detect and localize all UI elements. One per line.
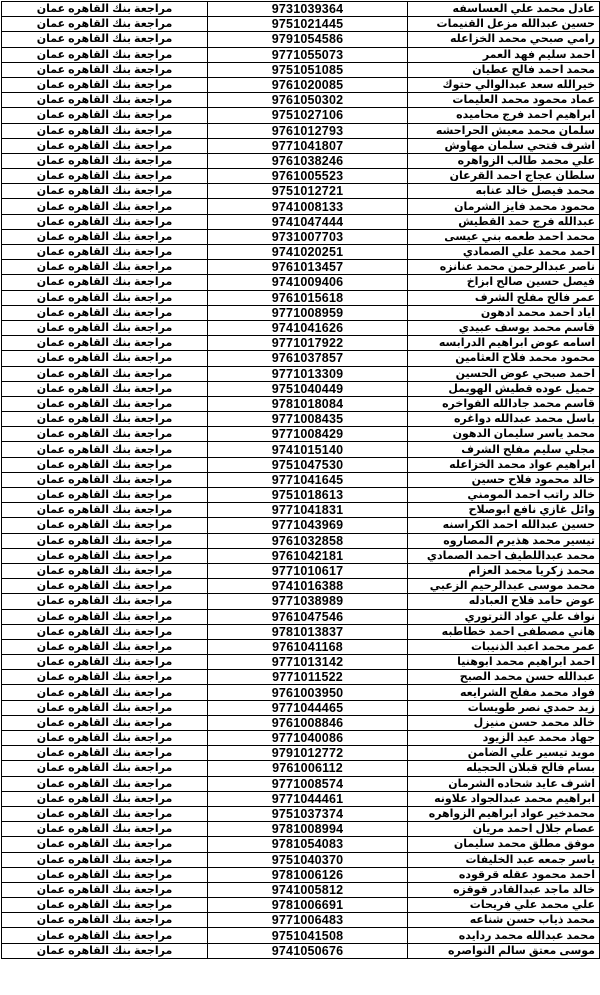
table-row: [2, 548, 600, 563]
name-cell: خالد محمود فلاح حسين: [408, 472, 600, 487]
note-cell: مراجعة بنك القاهره عمان: [2, 457, 208, 472]
number-cell: 9781018084: [208, 396, 408, 411]
name-cell: هاني مصطفى احمد خطاطبه: [408, 624, 600, 639]
number-cell: 9761003950: [208, 685, 408, 700]
table-row: [2, 655, 600, 670]
note-cell: مراجعة بنك القاهره عمان: [2, 62, 208, 77]
number-cell: 9741008133: [208, 199, 408, 214]
table-row: [2, 731, 600, 746]
name-cell: ياسر جمعه عبد الخليفات: [408, 852, 600, 867]
table-row: [2, 928, 600, 943]
note-cell: مراجعة بنك القاهره عمان: [2, 77, 208, 92]
number-cell: 9771055073: [208, 47, 408, 62]
table-row: [2, 17, 600, 32]
name-cell: باسل محمد عبدالله دواغره: [408, 412, 600, 427]
note-cell: مراجعة بنك القاهره عمان: [2, 670, 208, 685]
note-cell: مراجعة بنك القاهره عمان: [2, 47, 208, 62]
name-cell: احمد ابراهيم محمد ابوهنيا: [408, 655, 600, 670]
number-cell: 9761015618: [208, 290, 408, 305]
table-row: [2, 882, 600, 897]
name-cell: خالد ماجد عبدالقادر قوقزه: [408, 882, 600, 897]
number-cell: 9771044461: [208, 791, 408, 806]
name-cell: بسام فالح قبلان الحجيله: [408, 761, 600, 776]
note-cell: مراجعة بنك القاهره عمان: [2, 184, 208, 199]
note-cell: مراجعة بنك القاهره عمان: [2, 852, 208, 867]
table-row: [2, 746, 600, 761]
note-cell: مراجعة بنك القاهره عمان: [2, 169, 208, 184]
name-cell: حسين عبدالله مزعل القنيمات: [408, 17, 600, 32]
table-body: [2, 2, 600, 959]
number-cell: 9751041508: [208, 928, 408, 943]
table-row: [2, 472, 600, 487]
number-cell: 9791054586: [208, 32, 408, 47]
name-cell: اياد احمد محمد ادهون: [408, 305, 600, 320]
note-cell: مراجعة بنك القاهره عمان: [2, 776, 208, 791]
table-row: [2, 336, 600, 351]
note-cell: مراجعة بنك القاهره عمان: [2, 882, 208, 897]
note-cell: مراجعة بنك القاهره عمان: [2, 731, 208, 746]
number-cell: 9741050676: [208, 943, 408, 958]
name-cell: محمد زكريا محمد العزام: [408, 563, 600, 578]
name-cell: نواف علي عواد الترتوري: [408, 609, 600, 624]
number-cell: 9761038246: [208, 153, 408, 168]
name-cell: علي محمد علي فريحات: [408, 898, 600, 913]
note-cell: مراجعة بنك القاهره عمان: [2, 913, 208, 928]
table-row: [2, 837, 600, 852]
name-cell: مجلي سليم مفلح الشرف: [408, 442, 600, 457]
name-cell: عادل محمد علي العساسفه: [408, 2, 600, 17]
number-cell: 9791012772: [208, 746, 408, 761]
number-cell: 9771038989: [208, 594, 408, 609]
number-cell: 9761042181: [208, 548, 408, 563]
number-cell: 9771041645: [208, 472, 408, 487]
note-cell: مراجعة بنك القاهره عمان: [2, 396, 208, 411]
note-cell: مراجعة بنك القاهره عمان: [2, 472, 208, 487]
name-cell: احمد محمد علي الصمادي: [408, 245, 600, 260]
name-cell: عبدالله حسن محمد الصبح: [408, 670, 600, 685]
note-cell: مراجعة بنك القاهره عمان: [2, 639, 208, 654]
name-cell: مويد تيسير علي الضامن: [408, 746, 600, 761]
name-cell: محمد فيصل خالد عنابه: [408, 184, 600, 199]
note-cell: مراجعة بنك القاهره عمان: [2, 685, 208, 700]
number-cell: 9771011522: [208, 670, 408, 685]
table-row: [2, 518, 600, 533]
name-cell: جهاد محمد عيد الزيود: [408, 731, 600, 746]
note-cell: مراجعة بنك القاهره عمان: [2, 791, 208, 806]
name-cell: احمد محمود عقله قرقوده: [408, 867, 600, 882]
name-cell: خالد راتب احمد المومني: [408, 488, 600, 503]
name-cell: ابراهيم عواد محمد الخزاعله: [408, 457, 600, 472]
name-cell: محمد احمد طعمه بني عيسى: [408, 229, 600, 244]
name-cell: محمد عبداللطيف احمد الصمادي: [408, 548, 600, 563]
number-cell: 9781006691: [208, 898, 408, 913]
number-cell: 9751018613: [208, 488, 408, 503]
table-row: [2, 199, 600, 214]
name-cell: عمر محمد اعبد الذنيبات: [408, 639, 600, 654]
name-cell: عوض حامد فلاح العبادله: [408, 594, 600, 609]
table-row: [2, 639, 600, 654]
number-cell: 9751051085: [208, 62, 408, 77]
number-cell: 9771043969: [208, 518, 408, 533]
table-row: [2, 229, 600, 244]
table-row: [2, 32, 600, 47]
table-row: [2, 867, 600, 882]
number-cell: 9731007703: [208, 229, 408, 244]
number-cell: 9771013142: [208, 655, 408, 670]
table-row: [2, 2, 600, 17]
number-cell: 9741020251: [208, 245, 408, 260]
number-cell: 9751040370: [208, 852, 408, 867]
number-cell: 9741047444: [208, 214, 408, 229]
name-cell: وائل غازي نافع ابوصلاح: [408, 503, 600, 518]
table-row: [2, 943, 600, 958]
table-row: [2, 108, 600, 123]
number-cell: 9781008994: [208, 822, 408, 837]
name-cell: محمد ياسر سليمان الدهون: [408, 427, 600, 442]
table-row: [2, 761, 600, 776]
number-cell: 9761006112: [208, 761, 408, 776]
note-cell: مراجعة بنك القاهره عمان: [2, 822, 208, 837]
name-cell: خالد محمد حسن منيزل: [408, 715, 600, 730]
table-row: [2, 305, 600, 320]
number-cell: 9761032858: [208, 533, 408, 548]
name-cell: حسين عبدالله احمد الكراسنه: [408, 518, 600, 533]
number-cell: 9771008574: [208, 776, 408, 791]
number-cell: 9741009406: [208, 275, 408, 290]
table-row: [2, 381, 600, 396]
table-row: [2, 245, 600, 260]
number-cell: 9751027106: [208, 108, 408, 123]
note-cell: مراجعة بنك القاهره عمان: [2, 746, 208, 761]
note-cell: مراجعة بنك القاهره عمان: [2, 898, 208, 913]
number-cell: 9751021445: [208, 17, 408, 32]
name-cell: فيصل حسين صالح ابزاخ: [408, 275, 600, 290]
name-cell: ابراهيم محمد عبدالجواد علاونه: [408, 791, 600, 806]
name-cell: رامي صبحي محمد الخزاعله: [408, 32, 600, 47]
number-cell: 9731039364: [208, 2, 408, 17]
note-cell: مراجعة بنك القاهره عمان: [2, 806, 208, 821]
name-cell: ابراهيم احمد فرج محاميده: [408, 108, 600, 123]
name-cell: محمد احمد فالح عطيان: [408, 62, 600, 77]
note-cell: مراجعة بنك القاهره عمان: [2, 442, 208, 457]
table-row: [2, 427, 600, 442]
table-row: [2, 184, 600, 199]
name-cell: محمد ذياب حسن شناعه: [408, 913, 600, 928]
table-row: [2, 822, 600, 837]
table-row: [2, 153, 600, 168]
number-cell: 9761037857: [208, 351, 408, 366]
name-cell: زيد حمدي نصر طويسات: [408, 700, 600, 715]
note-cell: مراجعة بنك القاهره عمان: [2, 533, 208, 548]
table-row: [2, 412, 600, 427]
number-cell: 9761047546: [208, 609, 408, 624]
note-cell: مراجعة بنك القاهره عمان: [2, 123, 208, 138]
number-cell: 9771010617: [208, 563, 408, 578]
table-row: [2, 396, 600, 411]
name-cell: جميل عوده قطيش الهويمل: [408, 381, 600, 396]
table-row: [2, 852, 600, 867]
name-cell: علي محمد طالب الزواهره: [408, 153, 600, 168]
note-cell: مراجعة بنك القاهره عمان: [2, 548, 208, 563]
number-cell: 9751037374: [208, 806, 408, 821]
note-cell: مراجعة بنك القاهره عمان: [2, 305, 208, 320]
number-cell: 9771017922: [208, 336, 408, 351]
number-cell: 9781006126: [208, 867, 408, 882]
table-row: [2, 260, 600, 275]
note-cell: مراجعة بنك القاهره عمان: [2, 427, 208, 442]
note-cell: مراجعة بنك القاهره عمان: [2, 761, 208, 776]
table-row: [2, 533, 600, 548]
table-row: [2, 503, 600, 518]
note-cell: مراجعة بنك القاهره عمان: [2, 837, 208, 852]
note-cell: مراجعة بنك القاهره عمان: [2, 655, 208, 670]
number-cell: 9751012721: [208, 184, 408, 199]
table-row: [2, 275, 600, 290]
table-row: [2, 715, 600, 730]
number-cell: 9771008435: [208, 412, 408, 427]
note-cell: مراجعة بنك القاهره عمان: [2, 381, 208, 396]
table-row: [2, 670, 600, 685]
note-cell: مراجعة بنك القاهره عمان: [2, 366, 208, 381]
name-cell: عماد محمود محمد العليمات: [408, 93, 600, 108]
table-row: [2, 47, 600, 62]
note-cell: مراجعة بنك القاهره عمان: [2, 260, 208, 275]
name-cell: محمود محمد فلاح العثامين: [408, 351, 600, 366]
table-row: [2, 214, 600, 229]
number-cell: 9761041168: [208, 639, 408, 654]
note-cell: مراجعة بنك القاهره عمان: [2, 700, 208, 715]
number-cell: 9781054083: [208, 837, 408, 852]
number-cell: 9761020085: [208, 77, 408, 92]
number-cell: 9771006483: [208, 913, 408, 928]
name-cell: احمد صبحي عوض الحسين: [408, 366, 600, 381]
note-cell: مراجعة بنك القاهره عمان: [2, 609, 208, 624]
note-cell: مراجعة بنك القاهره عمان: [2, 943, 208, 958]
table-row: [2, 62, 600, 77]
table-row: [2, 457, 600, 472]
table-row: [2, 488, 600, 503]
number-cell: 9741015140: [208, 442, 408, 457]
number-cell: 9771013309: [208, 366, 408, 381]
name-cell: عبدالله فرج حمد القطيش: [408, 214, 600, 229]
name-cell: احمد سليم فهد العمر: [408, 47, 600, 62]
table-row: [2, 290, 600, 305]
table-row: [2, 123, 600, 138]
name-cell: موفق مطلق محمد سليمان: [408, 837, 600, 852]
name-cell: عصام جلال احمد مريان: [408, 822, 600, 837]
table-row: [2, 594, 600, 609]
note-cell: مراجعة بنك القاهره عمان: [2, 336, 208, 351]
table-row: [2, 776, 600, 791]
note-cell: مراجعة بنك القاهره عمان: [2, 138, 208, 153]
number-cell: 9761013457: [208, 260, 408, 275]
name-cell: اشرف فتحي سلمان مهاوش: [408, 138, 600, 153]
table-row: [2, 806, 600, 821]
note-cell: مراجعة بنك القاهره عمان: [2, 518, 208, 533]
note-cell: مراجعة بنك القاهره عمان: [2, 320, 208, 335]
note-cell: مراجعة بنك القاهره عمان: [2, 108, 208, 123]
table-row: [2, 791, 600, 806]
number-cell: 9741005812: [208, 882, 408, 897]
number-cell: 9741016388: [208, 579, 408, 594]
table-row: [2, 351, 600, 366]
number-cell: 9771008429: [208, 427, 408, 442]
number-cell: 9751047530: [208, 457, 408, 472]
table-row: [2, 898, 600, 913]
note-cell: مراجعة بنك القاهره عمان: [2, 245, 208, 260]
name-cell: اسامه عوض ابراهيم الدرابسه: [408, 336, 600, 351]
name-cell: تيسير محمد هذيرم المصاروه: [408, 533, 600, 548]
note-cell: مراجعة بنك القاهره عمان: [2, 624, 208, 639]
table-row: [2, 320, 600, 335]
name-cell: خيرالله سعد عبدالوالي حتوك: [408, 77, 600, 92]
name-cell: سلطان عجاج احمد القرعان: [408, 169, 600, 184]
note-cell: مراجعة بنك القاهره عمان: [2, 32, 208, 47]
number-cell: 9761005523: [208, 169, 408, 184]
number-cell: 9751040449: [208, 381, 408, 396]
table-row: [2, 442, 600, 457]
table-row: [2, 93, 600, 108]
number-cell: 9771041831: [208, 503, 408, 518]
number-cell: 9761050302: [208, 93, 408, 108]
note-cell: مراجعة بنك القاهره عمان: [2, 563, 208, 578]
note-cell: مراجعة بنك القاهره عمان: [2, 214, 208, 229]
name-cell: محمد عبدالله محمد ردايده: [408, 928, 600, 943]
number-cell: 9771040086: [208, 731, 408, 746]
note-cell: مراجعة بنك القاهره عمان: [2, 229, 208, 244]
table-row: [2, 169, 600, 184]
number-cell: 9741041626: [208, 320, 408, 335]
name-cell: قاسم محمد جادالله الفواخره: [408, 396, 600, 411]
name-cell: محمدخير عواد ابراهيم الزواهره: [408, 806, 600, 821]
number-cell: 9761012793: [208, 123, 408, 138]
table-row: [2, 366, 600, 381]
number-cell: 9771041807: [208, 138, 408, 153]
table-row: [2, 700, 600, 715]
note-cell: مراجعة بنك القاهره عمان: [2, 594, 208, 609]
note-cell: مراجعة بنك القاهره عمان: [2, 503, 208, 518]
table-row: [2, 579, 600, 594]
name-cell: عمر فالح مفلح الشرف: [408, 290, 600, 305]
note-cell: مراجعة بنك القاهره عمان: [2, 351, 208, 366]
note-cell: مراجعة بنك القاهره عمان: [2, 928, 208, 943]
table-row: [2, 77, 600, 92]
table-row: [2, 624, 600, 639]
note-cell: مراجعة بنك القاهره عمان: [2, 2, 208, 17]
note-cell: مراجعة بنك القاهره عمان: [2, 199, 208, 214]
note-cell: مراجعة بنك القاهره عمان: [2, 290, 208, 305]
note-cell: مراجعة بنك القاهره عمان: [2, 17, 208, 32]
note-cell: مراجعة بنك القاهره عمان: [2, 153, 208, 168]
note-cell: مراجعة بنك القاهره عمان: [2, 93, 208, 108]
number-cell: 9771044465: [208, 700, 408, 715]
note-cell: مراجعة بنك القاهره عمان: [2, 275, 208, 290]
table-row: [2, 685, 600, 700]
name-cell: محمد موسى عبدالرحيم الزعبي: [408, 579, 600, 594]
note-cell: مراجعة بنك القاهره عمان: [2, 412, 208, 427]
note-cell: مراجعة بنك القاهره عمان: [2, 867, 208, 882]
table-row: [2, 609, 600, 624]
name-cell: سلمان محمد معيش الحراحشه: [408, 123, 600, 138]
note-cell: مراجعة بنك القاهره عمان: [2, 579, 208, 594]
name-cell: فواد محمد مفلح الشرايعه: [408, 685, 600, 700]
number-cell: 9781013837: [208, 624, 408, 639]
table-row: [2, 913, 600, 928]
names-table: [1, 1, 600, 959]
number-cell: 9771008959: [208, 305, 408, 320]
name-cell: اشرف عايد شحاده الشرمان: [408, 776, 600, 791]
table-row: [2, 563, 600, 578]
name-cell: قاسم محمد يوسف عبيدي: [408, 320, 600, 335]
name-cell: محمود محمد فايز الشرمان: [408, 199, 600, 214]
name-cell: ناصر عبدالرحمن محمد عنانزه: [408, 260, 600, 275]
note-cell: مراجعة بنك القاهره عمان: [2, 488, 208, 503]
number-cell: 9761008846: [208, 715, 408, 730]
table-row: [2, 138, 600, 153]
name-cell: موسى معتق سالم النواصره: [408, 943, 600, 958]
note-cell: مراجعة بنك القاهره عمان: [2, 715, 208, 730]
